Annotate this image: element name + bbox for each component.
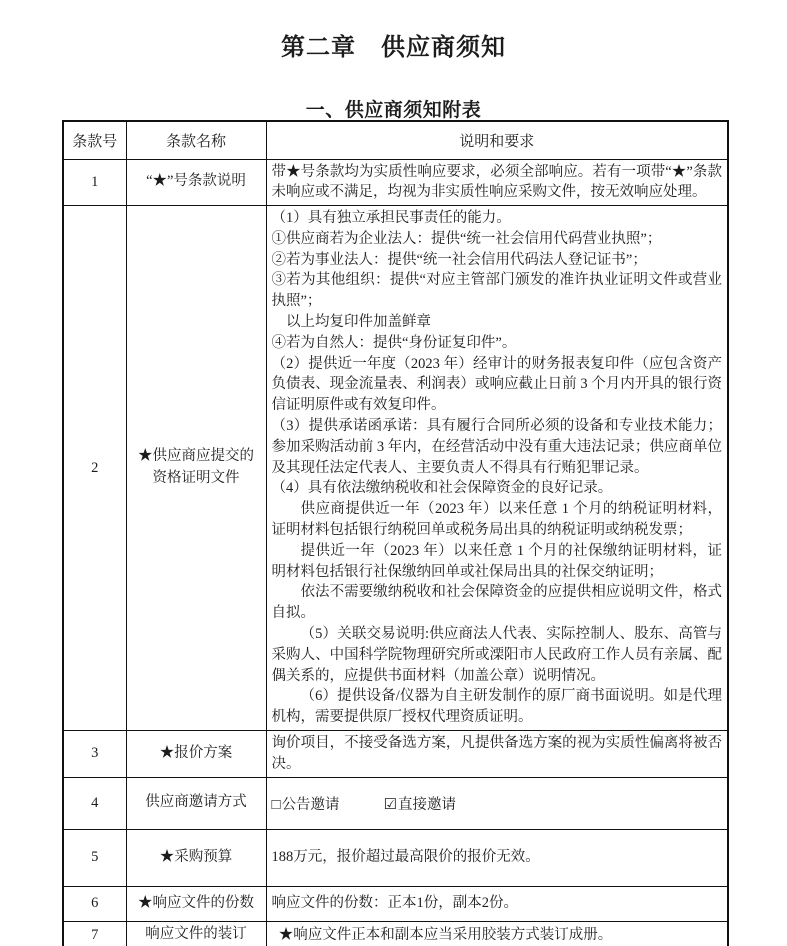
- desc-paragraph: （6）提供设备/仪器为自主研发制作的原厂商书面说明。如是代理机构，需要提供原厂授权代理资质证明。: [271, 688, 722, 726]
- table-header-row: [63, 121, 728, 159]
- clause-no-cell: 4: [63, 777, 126, 829]
- clause-name-cell: ★采购预算: [126, 829, 266, 886]
- desc-paragraph: 188万元，报价超过最高限价的报价无效。: [271, 849, 540, 866]
- clause-desc-cell: [266, 829, 728, 886]
- page-title: 第二章 供应商须知: [281, 35, 506, 61]
- supplier-notice-table: [62, 120, 729, 946]
- desc-paragraph: 带★号条款均为实质性响应要求，必须全部响应。若有一项带“★”条款未响应或不满足，均视为非实质性响应采购文件，按无效响应处理。: [271, 163, 722, 201]
- table-row: [63, 777, 728, 829]
- desc-paragraph: ④若为自然人：提供“身份证复印件”。: [271, 334, 517, 351]
- page-subtitle: 一、供应商须知附表: [305, 100, 482, 121]
- clause-table-body: [63, 159, 728, 946]
- clause-no-cell: 6: [63, 886, 126, 921]
- desc-paragraph: （5）关联交易说明:供应商法人代表、实际控制人、股东、高管与采购人、中国科学院物理研究所或溧阳市人民政府工作人员有亲属、配偶关系的，应提供书面材料（加盖公章）说明情况。: [271, 626, 722, 684]
- desc-paragraph: （3）提供承诺函承诺：具有履行合同所必须的设备和专业技术能力；参加采购活动前 3 年内，在经营活动中没有重大违法记录；供应商单位及其现任法定代表人、主要负责人不得具有行贿犯罪记录。: [271, 418, 722, 476]
- desc-paragraph: 响应文件的份数：正本1份，副本2份。: [271, 895, 518, 912]
- clause-no-cell: 2: [63, 206, 126, 731]
- clause-no-cell: 1: [63, 159, 126, 206]
- table-row: [63, 159, 728, 206]
- table-row: [63, 731, 728, 778]
- clause-name-cell: ★响应文件的份数: [126, 886, 266, 921]
- clause-no-cell: 7: [63, 921, 126, 946]
- clause-desc-cell: [266, 731, 728, 778]
- invitation-option: [272, 797, 340, 813]
- checkbox-unchecked-icon: □: [271, 796, 281, 813]
- desc-paragraph: （2）提供近一年度（2023 年）经审计的财务报表复印件（应包含资产负债表、现金流量表、利润表）或响应截止日前 3 个月内开具的银行资信证明原件或有效复印件。: [271, 355, 722, 414]
- clause-name-cell: 响应文件的装订: [126, 921, 266, 946]
- col-header-clause-name: 条款名称: [126, 121, 266, 159]
- desc-paragraph: ②若为事业法人：提供“统一社会信用代码法人登记证书”；: [271, 251, 647, 268]
- clause-name-cell: ★供应商应提交的资格证明文件: [126, 206, 266, 731]
- table-row: [63, 206, 728, 731]
- col-header-requirements: 说明和要求: [266, 121, 728, 159]
- table-row: [63, 829, 728, 886]
- clause-desc-cell: [266, 886, 728, 921]
- clause-desc-cell: [266, 921, 728, 946]
- clause-desc-cell: [266, 206, 728, 731]
- checkbox-checked-icon: ☑: [383, 796, 398, 813]
- option-label: 公告邀请: [281, 796, 340, 813]
- table-row: [63, 886, 728, 921]
- invitation-option: [384, 797, 456, 813]
- clause-name-cell: “★”号条款说明: [126, 159, 266, 206]
- desc-paragraph: ★响应文件正本和副本应当采用胶装方式装订成册。: [278, 926, 613, 943]
- desc-paragraph: ③若为其他组织：提供“对应主管部门颁发的准许执业证明文件或营业执照”；: [271, 272, 722, 310]
- desc-paragraph: 供应商提供近一年（2023 年）以来任意 1 个月的纳税证明材料，证明材料包括银行纳税回单或税务局出具的纳税证明或纳税发票；: [271, 501, 722, 539]
- clause-no-cell: 5: [63, 829, 126, 886]
- option-label: 直接邀请: [398, 796, 457, 813]
- desc-paragraph: 以上均复印件加盖鲜章: [286, 314, 431, 331]
- col-header-clause-no: 条款号: [63, 121, 126, 159]
- clause-name-cell: 供应商邀请方式: [126, 777, 266, 829]
- desc-paragraph: 提供近一年（2023 年）以来任意 1 个月的社保缴纳证明材料，证明材料包括银行社保缴纳回单或社保局出具的社保交纳证明；: [271, 542, 722, 580]
- desc-paragraph: 询价项目，不接受备选方案，凡提供备选方案的视为实质性偏离将被否决。: [271, 735, 722, 772]
- clause-desc-cell: [266, 159, 728, 206]
- desc-paragraph: （1）具有独立承担民事责任的能力。: [271, 210, 511, 227]
- clause-no-cell: 3: [63, 731, 126, 778]
- table-row: [63, 921, 728, 946]
- clause-name-cell: ★报价方案: [126, 731, 266, 778]
- desc-paragraph: 依法不需要缴纳税收和社会保障资金的应提供相应说明文件，格式自拟。: [271, 584, 722, 622]
- desc-paragraph: （4）具有依法缴纳税收和社会保障资金的良好记录。: [271, 480, 613, 497]
- clause-desc-cell: [266, 777, 728, 829]
- desc-paragraph: ①供应商若为企业法人：提供“统一社会信用代码营业执照”；: [271, 230, 662, 247]
